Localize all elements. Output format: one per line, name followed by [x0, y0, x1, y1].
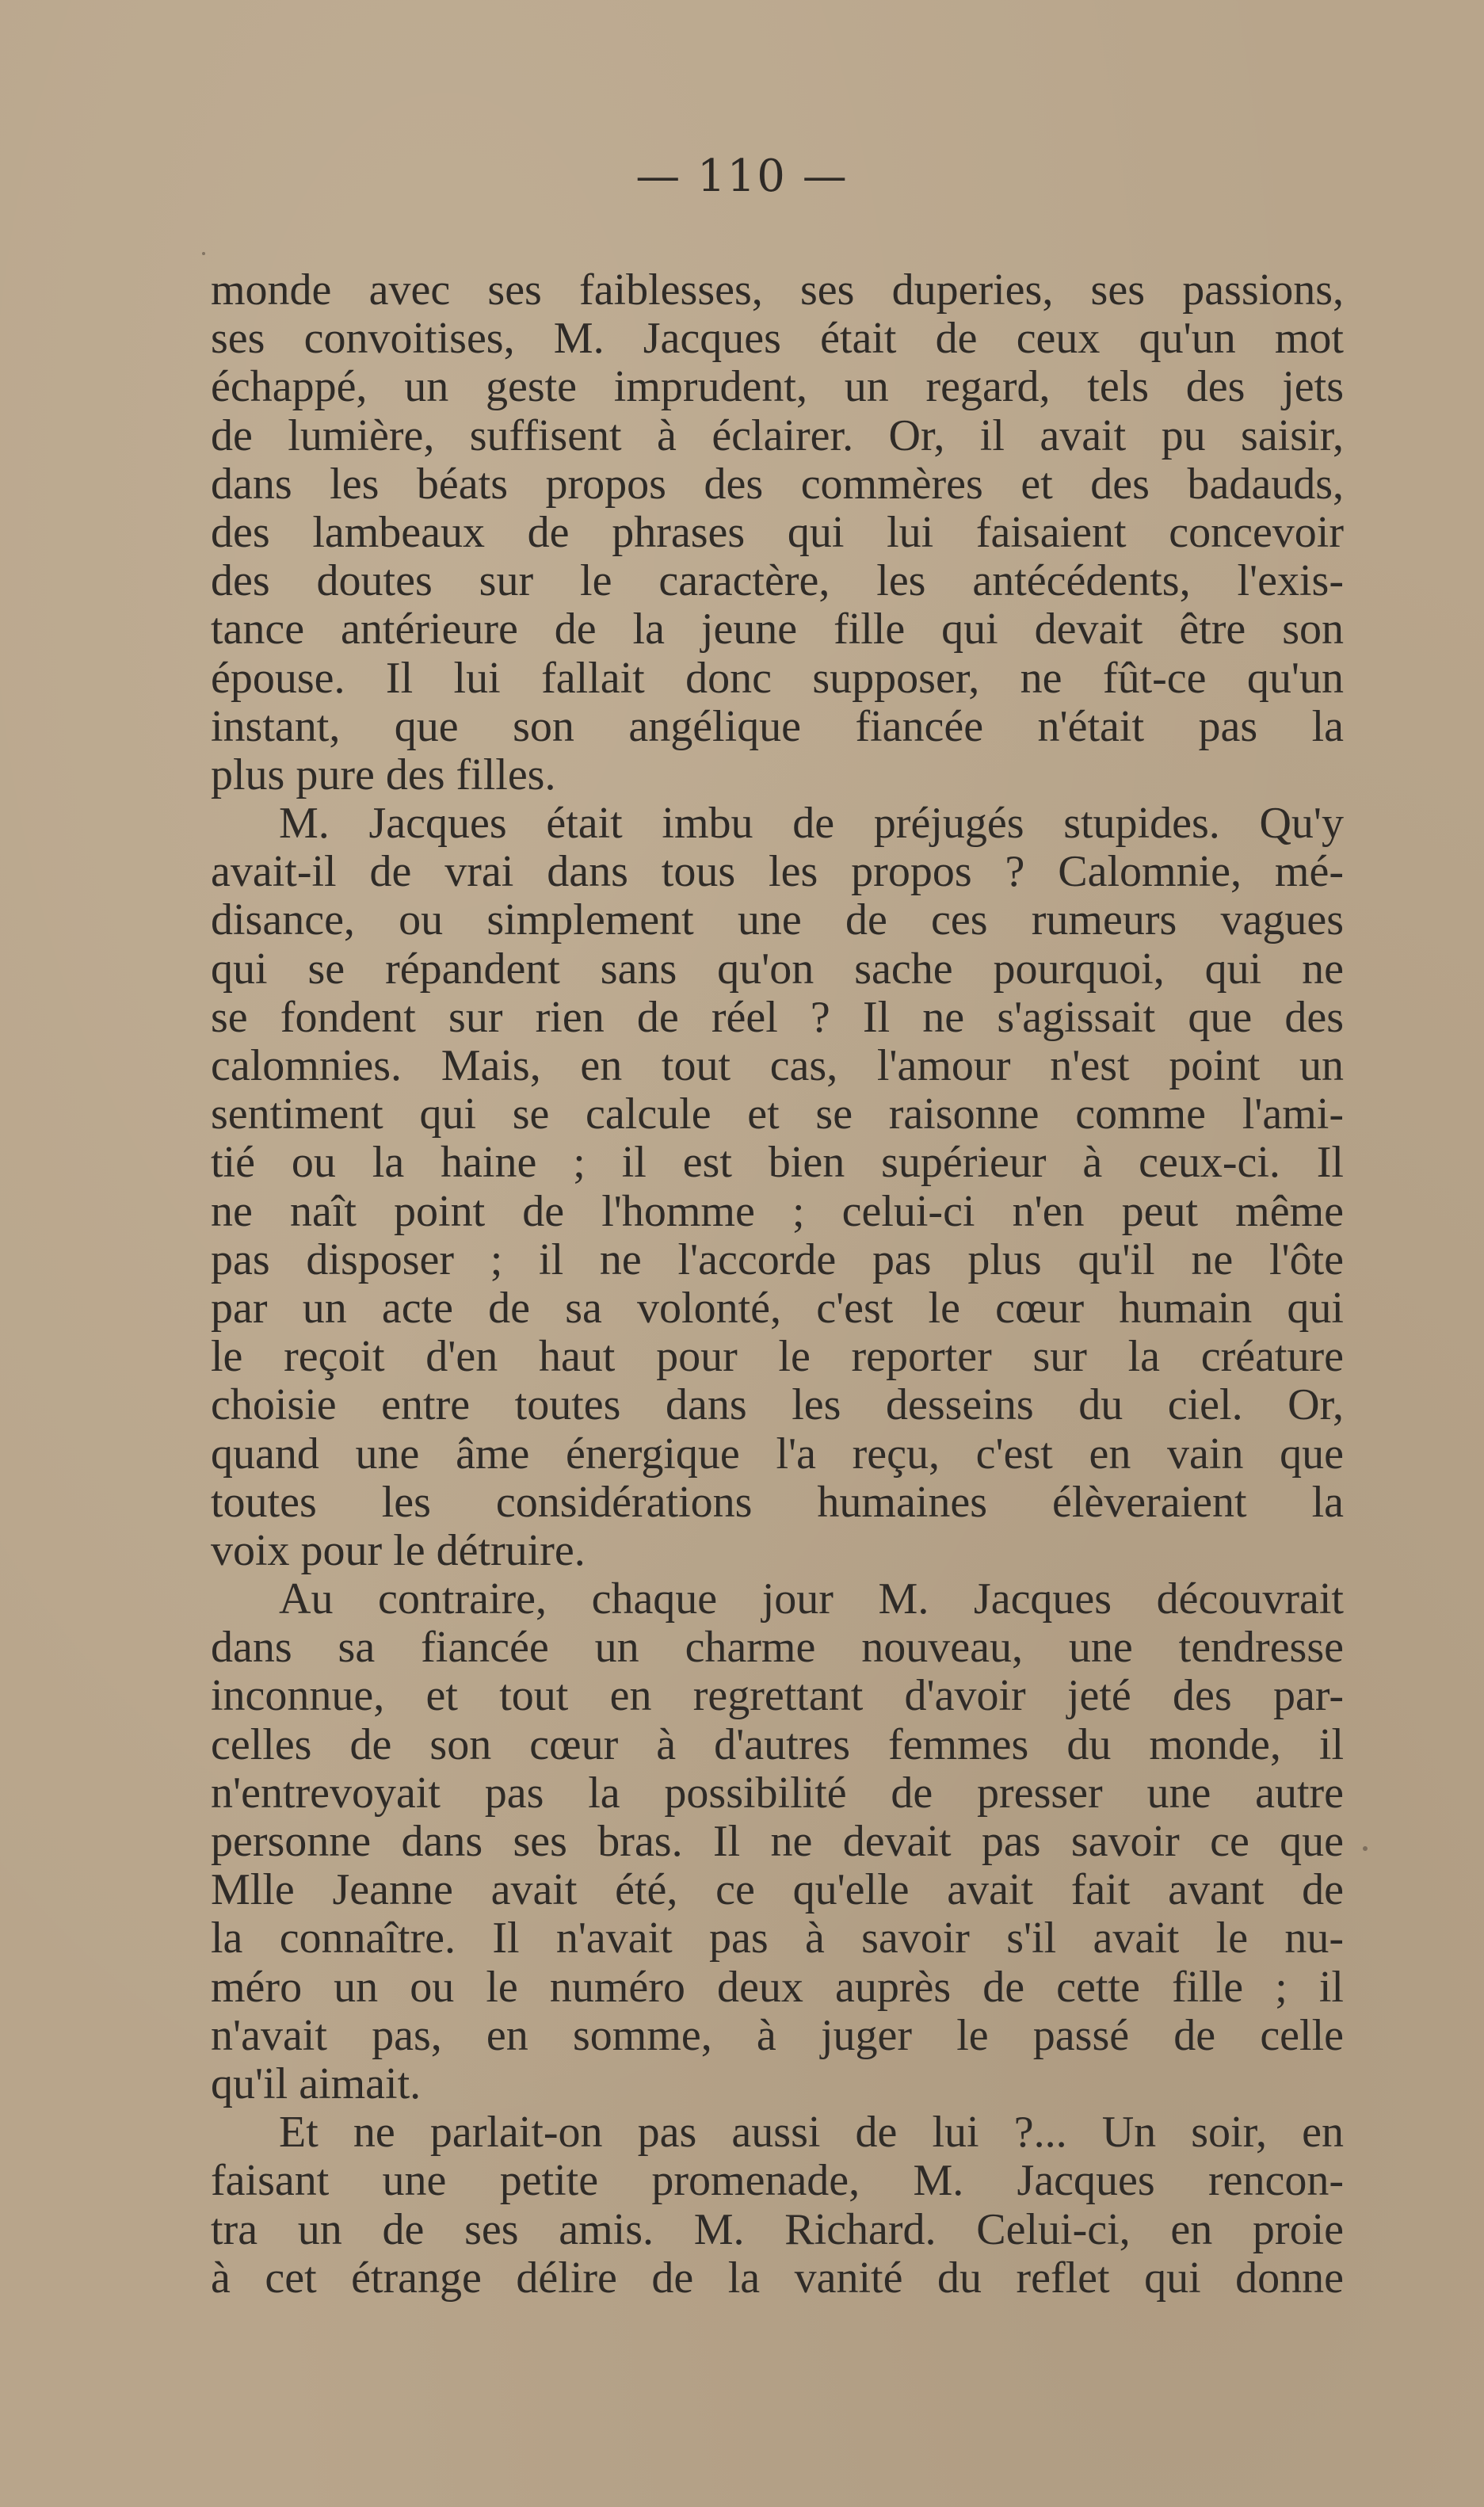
text-line: plus pure des filles. [211, 750, 556, 799]
text-line: des doutes sur le caractère, les antécédents, l'exis- [211, 557, 1344, 606]
text-line: ne naît point de l'homme ; celui-ci n'en peut même [211, 1187, 1344, 1236]
text-line: méro un ou le numéro deux auprès de cette fille ; il [211, 1963, 1344, 2012]
text-line: toutes les considérations humaines élèveraient la [211, 1478, 1344, 1527]
text-line: échappé, un geste imprudent, un regard, tels des jets [211, 363, 1344, 412]
text-line: qui se répandent sans qu'on sache pourquoi, qui ne [211, 944, 1344, 994]
text-line: personne dans ses bras. Il ne devait pas savoir ce que [211, 1818, 1344, 1866]
text-line: n'avait pas, en somme, à juger le passé de celle [211, 2011, 1344, 2060]
text-line: pas disposer ; il ne l'accorde pas plus qu'il ne l'ôte [211, 1235, 1344, 1284]
text-line: tié ou la haine ; il est bien supérieur à ceux-ci. Il [211, 1139, 1344, 1188]
text-line: Mlle Jeanne avait été, ce qu'elle avait fait avant de [211, 1866, 1344, 1915]
text-line: calomnies. Mais, en tout cas, l'amour n'est point un [211, 1042, 1344, 1090]
text-line: sentiment qui se calcule et se raisonne comme l'ami- [211, 1090, 1344, 1139]
text-line: ses convoitises, M. Jacques était de ceux qu'un mot [211, 315, 1344, 364]
text-line: la connaître. Il n'avait pas à savoir s'il avait le nu- [211, 1914, 1344, 1963]
text-line: par un acte de sa volonté, c'est le cœur humain qui [211, 1284, 1344, 1333]
text-line: tance antérieure de la jeune fille qui devait être son [211, 605, 1344, 654]
text-line: qu'il aimait. [211, 2059, 422, 2108]
text-line: choisie entre toutes dans les desseins du ciel. Or, [211, 1381, 1344, 1430]
text-line: n'entrevoyait pas la possibilité de presser une autre [211, 1769, 1344, 1818]
text-line: voix pour le détruire. [211, 1526, 586, 1575]
text-line: tra un de ses amis. M. Richard. Celui-ci, en proie [211, 2205, 1344, 2254]
paragraph-start-line: Et ne parlait-on pas aussi de lui ?... Un soir, en [279, 2108, 1344, 2158]
text-line: celles de son cœur à d'autres femmes du monde, il [211, 1720, 1344, 1769]
text-line: quand une âme énergique l'a reçu, c'est en vain que [211, 1429, 1344, 1479]
text-line: avait-il de vrai dans tous les propos ? Calomnie, mé- [211, 848, 1344, 897]
text-line: le reçoit d'en haut pour le reporter sur la créature [211, 1333, 1344, 1382]
text-line: faisant une petite promenade, M. Jacques rencon- [211, 2157, 1344, 2206]
text-line: se fondent sur rien de réel ? Il ne s'agissait que des [211, 993, 1344, 1042]
paper-speck [202, 252, 205, 255]
text-line: épouse. Il lui fallait donc supposer, ne fût-ce qu'un [211, 654, 1344, 703]
text-line: des lambeaux de phrases qui lui faisaient concevoir [211, 508, 1344, 557]
text-line: disance, ou simplement une de ces rumeurs vagues [211, 896, 1344, 945]
text-line: inconnue, et tout en regrettant d'avoir jeté des par- [211, 1672, 1344, 1721]
paragraph-start-line: Au contraire, chaque jour M. Jacques découvrait [279, 1575, 1344, 1624]
text-line: de lumière, suffisent à éclairer. Or, il avait pu saisir, [211, 411, 1344, 460]
page-number: — 110 — [635, 151, 849, 202]
text-line: dans les béats propos des commères et des badauds, [211, 460, 1344, 509]
text-line: dans sa fiancée un charme nouveau, une tendresse [211, 1624, 1344, 1673]
text-line: à cet étrange délire de la vanité du reflet qui donne [211, 2253, 1344, 2303]
paragraph-start-line: M. Jacques était imbu de préjugés stupides. Qu'y [279, 799, 1344, 849]
text-line: monde avec ses faiblesses, ses duperies, ses passions, [211, 266, 1344, 315]
text-line: instant, que son angélique fiancée n'était pas la [211, 702, 1344, 751]
paper-speck [1363, 1846, 1368, 1851]
body-text [211, 266, 1344, 2303]
